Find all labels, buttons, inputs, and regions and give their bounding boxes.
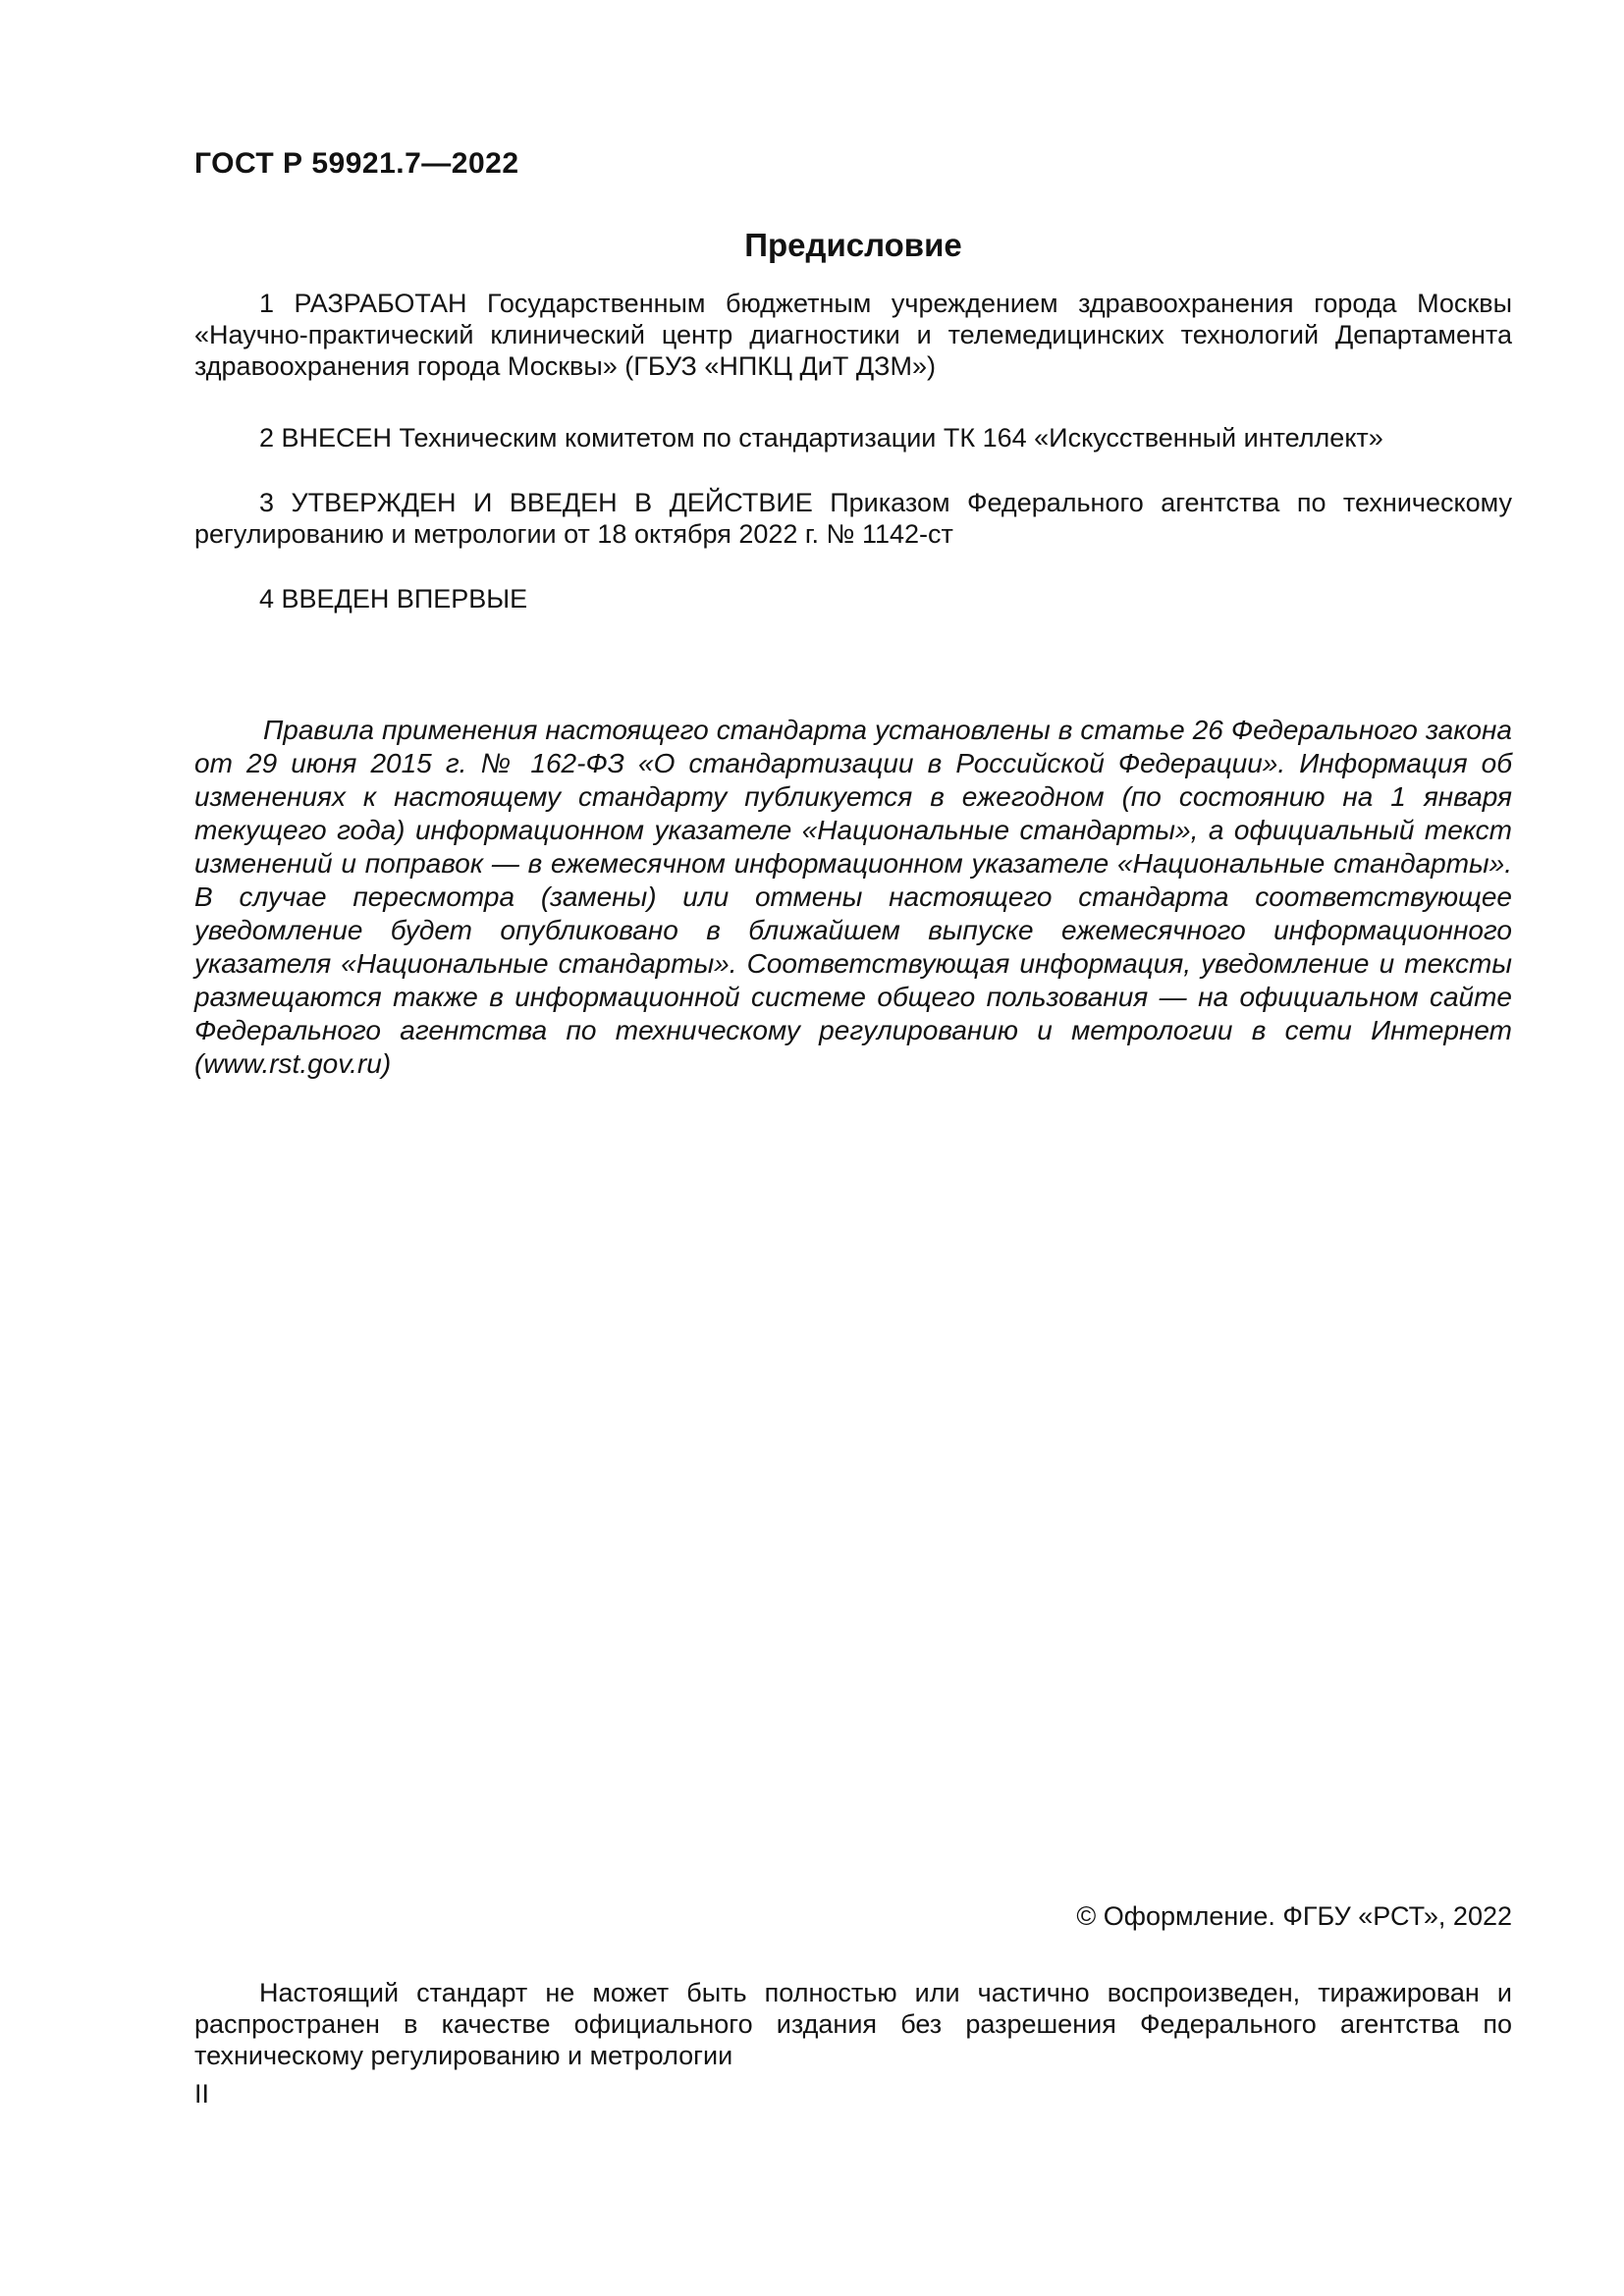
- foreword-item-developed: 1 РАЗРАБОТАН Государственным бюджетным учреждением здравоохранения города Москвы «Научно-практический клинический центр диагностики и телемедицинских технологий Департамента здравоохранения города Москвы» (ГБУЗ «НПКЦ ДиТ ДЗМ»): [194, 289, 1512, 381]
- copyright-notice: © Оформление. ФГБУ «РСТ», 2022: [1076, 1901, 1512, 1931]
- reproduction-restriction-note: Настоящий стандарт не может быть полностью или частично воспроизведен, тиражирован и распространен в качестве официального издания без разрешения Федерального агентства по техническому регулированию и метрологии: [194, 1978, 1512, 2070]
- application-rules-note: Правила применения настоящего стандарта установлены в статье 26 Федерального закона от 29 июня 2015 г. № 162-ФЗ «О стандартизации в Российской Федерации». Информация об изменениях к настоящему стандарту публикуется в ежегодном (по состоянию на 1 января текущего года) информационном указателе «Национальные стандарты», а официальный текст изменений и поправок — в ежемесячном информационном указателе «Национальные стандарты». В случае пересмотра (замены) или отмены настоящего стандарта соответствующее уведомление будет опубликовано в ближайшем выпуске ежемесячного информационного указателя «Национальные стандарты». Соответствующая информация, уведомление и тексты размещаются также в информационной системе общего пользования — на официальном сайте Федерального агентства по техническому регулированию и метрологии в сети Интернет (www.rst.gov.ru): [194, 715, 1512, 1079]
- foreword-item-approved: 3 УТВЕРЖДЕН И ВВЕДЕН В ДЕЙСТВИЕ Приказом Федерального агентства по техническому регулированию и метрологии от 18 октября 2022 г. № 1142-ст: [194, 488, 1512, 549]
- page-number: II: [194, 2079, 210, 2109]
- foreword-item-submitted: 2 ВНЕСЕН Техническим комитетом по стандартизации ТК 164 «Искусственный интеллект»: [259, 423, 1383, 453]
- standard-designation: ГОСТ Р 59921.7—2022: [194, 147, 519, 180]
- section-title-foreword: Предисловие: [744, 227, 962, 263]
- foreword-item-first-introduced: 4 ВВЕДЕН ВПЕРВЫЕ: [259, 584, 528, 614]
